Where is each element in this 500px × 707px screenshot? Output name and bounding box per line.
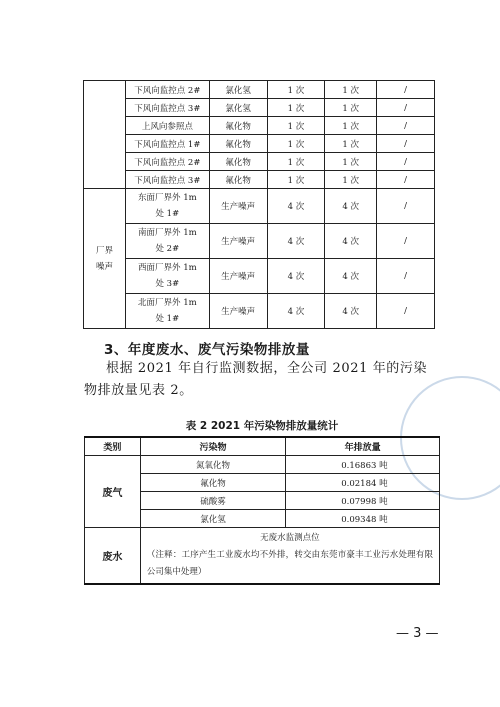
actual-count: 1 次 [325,117,377,135]
table-row [84,153,435,171]
pollutant: 氯化氢 [209,99,267,117]
planned-count: 1 次 [267,153,325,171]
monitoring-point: 下风向监控点 2# [125,81,209,99]
note: / [377,153,435,171]
monitoring-point: 南面厂界外 1m 处 2# [125,224,209,259]
planned-count: 4 次 [267,189,325,224]
pollutant: 氮氧化物 [140,456,285,474]
note: / [377,224,435,259]
actual-count: 1 次 [325,171,377,189]
actual-count: 4 次 [325,294,377,329]
page-number: — 3 — [396,626,439,641]
note: / [377,171,435,189]
table-row [84,99,435,117]
pollutant: 硫酸雾 [140,492,285,510]
note: / [377,117,435,135]
planned-count: 1 次 [267,135,325,153]
actual-count: 4 次 [325,259,377,294]
table-row [84,171,435,189]
actual-count: 4 次 [325,224,377,259]
planned-count: 1 次 [267,99,325,117]
pollutant: 氟化物 [209,135,267,153]
monitoring-point: 下风向监控点 3# [125,99,209,117]
planned-count: 4 次 [267,259,325,294]
pollutant: 生产噪声 [209,259,267,294]
pollutant: 氯化氢 [209,81,267,99]
water-note-cell [140,528,439,585]
note: / [377,259,435,294]
gas-category: 废气 [85,456,141,528]
planned-count: 4 次 [267,224,325,259]
annual-emission: 0.09348 吨 [286,510,440,528]
emission-table [84,436,440,585]
planned-count: 1 次 [267,171,325,189]
table-row [85,528,440,585]
annual-emission: 0.02184 吨 [286,474,440,492]
water-status: 无废水监测点位 [260,533,320,543]
column-header: 类别 [85,437,141,456]
annual-emission: 0.16863 吨 [286,456,440,474]
monitoring-table [83,80,435,329]
table-row [84,135,435,153]
planned-count: 4 次 [267,294,325,329]
pollutant: 氟化物 [209,171,267,189]
monitoring-point: 下风向监控点 2# [125,153,209,171]
actual-count: 1 次 [325,135,377,153]
planned-count: 1 次 [267,117,325,135]
water-annotation: （注释：工序产生工业废水均不外排，转交由东莞市豪丰工业污水处理有限公司集中处理） [146,550,433,577]
noise-category: 厂界噪声 [84,189,126,329]
blank-category-cell [84,81,126,189]
actual-count: 4 次 [325,189,377,224]
section-heading: 3、年度废水、废气污染物排放量 [104,342,310,358]
pollutant: 氟化物 [140,474,285,492]
table-row [84,189,435,224]
note: / [377,81,435,99]
pollutant: 氯化氢 [140,510,285,528]
monitoring-point: 北面厂界外 1m 处 1# [125,294,209,329]
table-row [84,117,435,135]
planned-count: 1 次 [267,81,325,99]
pollutant: 生产噪声 [209,189,267,224]
table-caption: 表 2 2021 年污染物排放量统计 [185,420,339,432]
table-row [85,456,440,474]
body-paragraph: 根据 2021 年自行监测数据，全公司 2021 年的污染物排放量见表 2。 [84,361,428,398]
pollutant: 氟化物 [209,153,267,171]
monitoring-point: 东面厂界外 1m 处 1# [125,189,209,224]
table-row [84,294,435,329]
monitoring-point: 下风向监控点 3# [125,171,209,189]
table-row [84,259,435,294]
column-header: 年排放量 [286,437,440,456]
table-header-row [85,437,440,456]
pollutant: 氟化物 [209,117,267,135]
monitoring-point: 上风向参照点 [125,117,209,135]
note: / [377,294,435,329]
annual-emission: 0.07998 吨 [286,492,440,510]
monitoring-point: 下风向监控点 1# [125,135,209,153]
note: / [377,189,435,224]
actual-count: 1 次 [325,99,377,117]
note: / [377,135,435,153]
pollutant: 生产噪声 [209,294,267,329]
table-row [84,81,435,99]
pollutant: 生产噪声 [209,224,267,259]
monitoring-point: 西面厂界外 1m 处 3# [125,259,209,294]
water-category: 废水 [85,528,141,585]
table-row [84,224,435,259]
actual-count: 1 次 [325,153,377,171]
note: / [377,99,435,117]
column-header: 污染物 [140,437,285,456]
actual-count: 1 次 [325,81,377,99]
